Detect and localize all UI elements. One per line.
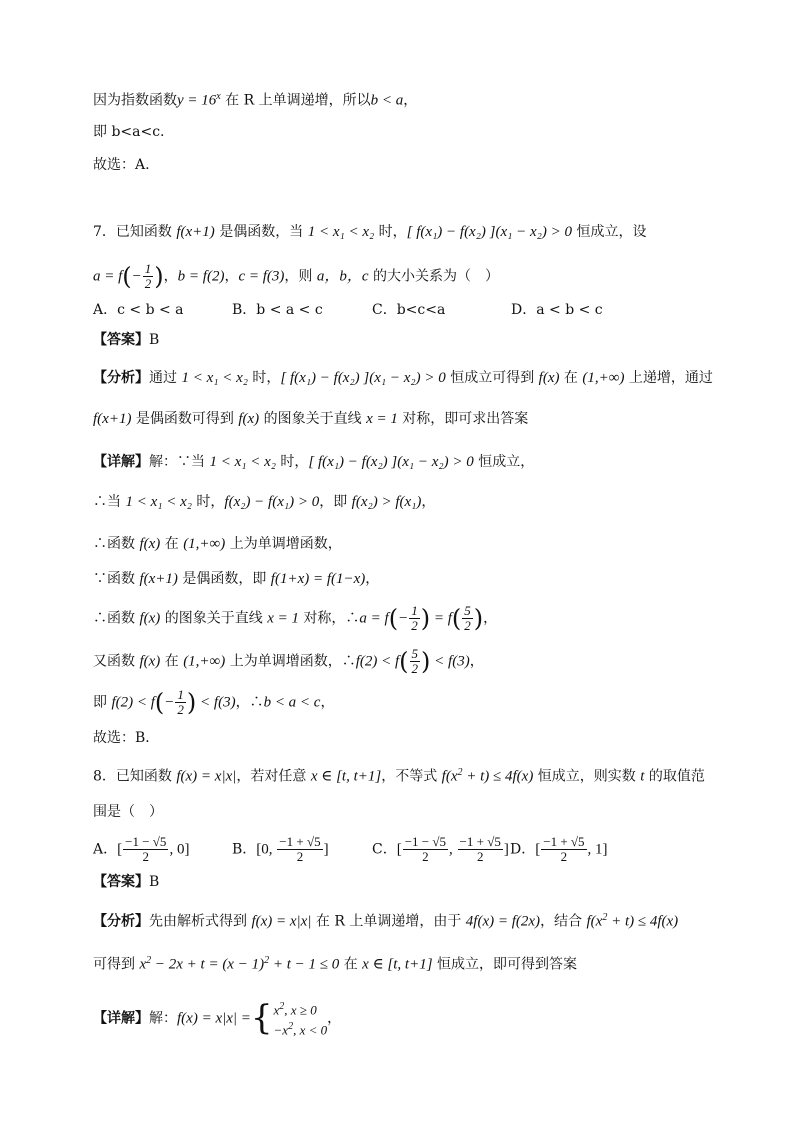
- option-a: A．[ $\frac{-1 - √5}{2}$ , 0]: [93, 834, 190, 864]
- solution-line: 【详解】解：∵当 1 < x₁ < x₂ 时，[ f(x₁) − f(x₂) ](x₁ − x₂) > 0 恒成立，: [93, 454, 535, 470]
- question-7-stem: 7．已知函数 f(x+1) 是偶函数，当 1 < x₁ < x₂ 时，[ f(x₁) − f(x₂) ](x₁ − x₂) > 0 恒成立，设: [93, 224, 647, 240]
- solution-line: 故选：B．: [93, 730, 160, 746]
- analysis-line: f(x+1) 是偶函数可得到 f(x) 的图象关于直线 x = 1 对称，即可求出答案: [93, 411, 529, 427]
- analysis-line: 【分析】通过 1 < x₁ < x₂ 时，[ f(x₁) − f(x₂) ](x₁ − x₂) > 0 恒成立可得到 f(x) 在 (1,+∞) 上递增，通过: [93, 370, 713, 386]
- solution-line: ∴当 1 < x₁ < x₂ 时，f(x₂) − f(x₁) > 0，即 f(x₂) > f(x₁)，: [93, 494, 436, 510]
- solution-line: ∴函数 f(x) 的图象关于直线 x = 1 对称，∴a = f(− $\frac{1}{2}$ ) = f( $\frac{5}{2}$ )，: [93, 603, 498, 633]
- solution-line: 即 f(2) < f(− $\frac{1}{2}$ ) < f(3)，∴b < a < c，: [93, 687, 335, 717]
- option-b: B．b < a < c: [232, 302, 323, 318]
- answer-line: 【答案】B: [93, 332, 160, 348]
- solution-line: ∴函数 f(x) 在 (1,+∞) 上为单调增函数，: [93, 536, 342, 552]
- question-7-stem-2: a = f(− $\frac{1}{2}$ )，b = f(2)，c = f(3)，则 a，b，c 的大小关系为（ ）: [93, 261, 499, 291]
- option-d: D．a < b < c: [511, 302, 603, 318]
- question-8-stem-2: 围是（ ）: [93, 804, 163, 820]
- solution-line: ∵函数 f(x+1) 是偶函数，即 f(1+x) = f(1−x)，: [93, 571, 380, 587]
- text-line: 即 b<a<c.: [93, 124, 165, 140]
- option-c: C．[ $\frac{-1 - √5}{2}$ , $\frac{-1 + √5}{2}$ ]: [372, 834, 509, 864]
- solution-line: 又函数 f(x) 在 (1,+∞) 上为单调增函数，∴f(2) < f( $\frac{5}{2}$ ) < f(3)，: [93, 646, 484, 676]
- option-c: C．b<c<a: [372, 302, 446, 318]
- question-8-stem: 8．已知函数 f(x) = x|x|，若对任意 x ∈ [t, t+1]，不等式 $f(x^2 + t) \le 4f(x)$ 恒成立，则实数 t 的取值范: [93, 767, 705, 785]
- text-line: 故选：A.: [93, 157, 150, 173]
- answer-line: 【答案】B: [93, 874, 160, 890]
- text-line: 因为指数函数$y = 16^x$ 在 R 上单调递增，所以b < a，: [93, 91, 418, 109]
- solution-line: 【详解】解：f(x) = x|x| = { $x^2$, x ≥ 0 $-x^2$, x < 0 ，: [93, 998, 342, 1039]
- option-d: D．[ $\frac{-1 + √5}{2}$ , 1]: [510, 834, 608, 864]
- analysis-line: 【分析】先由解析式得到 f(x) = x|x| 在 R 上单调递增，由于 4f(x) = f(2x)，结合 $f(x^2 + t) \le 4f(x)$: [93, 912, 679, 930]
- option-a: A．c < b < a: [93, 302, 184, 318]
- analysis-line: 可得到 $x^2 - 2x + t = (x - 1)^2 + t - 1 \le 0$ 在 x ∈ [t, t+1] 恒成立，即可得到答案: [93, 955, 578, 973]
- option-b: B．[0, $\frac{-1 + √5}{2}$ ]: [232, 834, 329, 864]
